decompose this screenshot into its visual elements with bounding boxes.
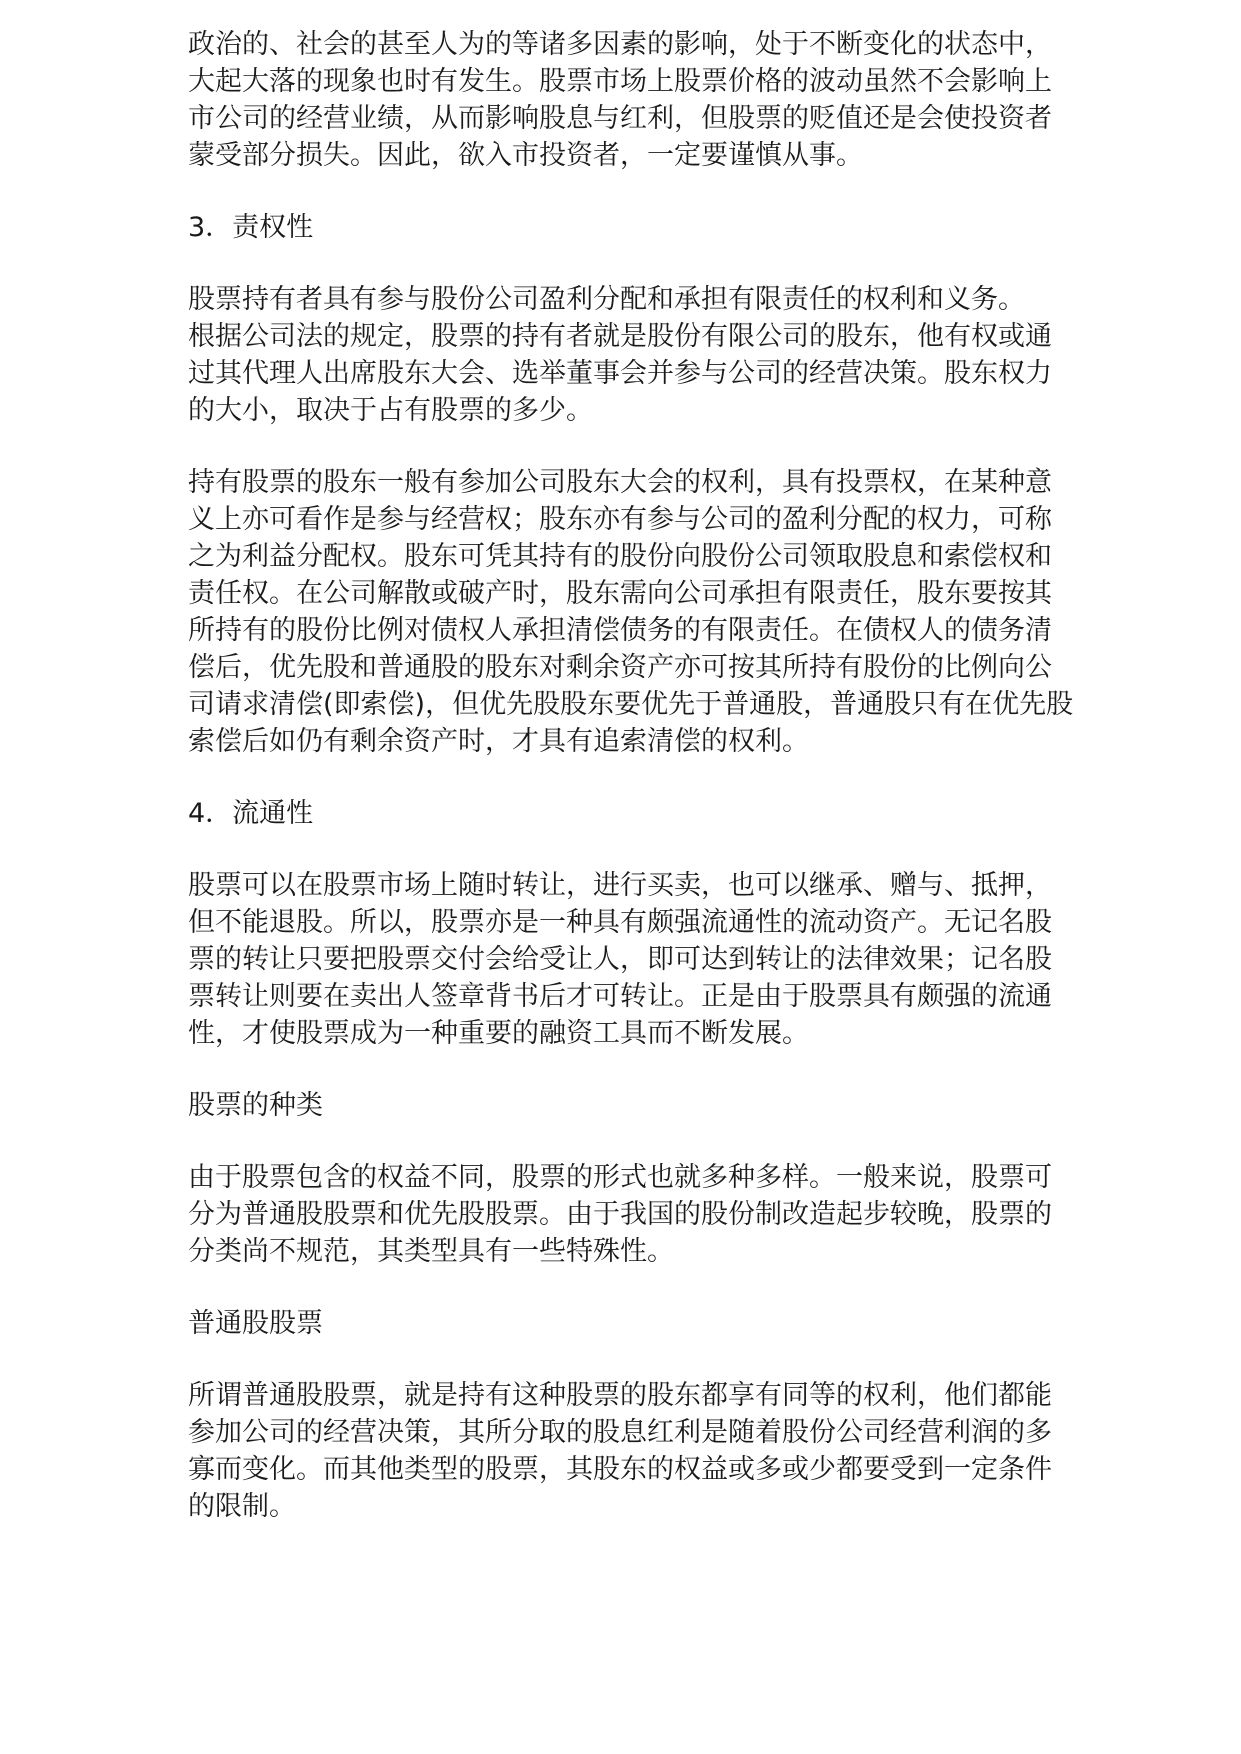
paragraph	[188, 464, 1148, 760]
paragraph-line: 分为普通股股票和优先股股票。由于我国的股份制改造起步较晚，股票的	[188, 1199, 1052, 1230]
paragraph-line: 性，才使股票成为一种重要的融资工具而不断发展。	[188, 1018, 809, 1049]
heading-text: 股票的种类	[188, 1090, 323, 1121]
section-heading	[188, 1305, 1148, 1342]
paragraph-line: 所谓普通股股票，就是持有这种股票的股东都享有同等的权利，他们都能	[188, 1380, 1052, 1411]
paragraph-line: 分类尚不规范，其类型具有一些特殊性。	[188, 1236, 674, 1267]
paragraph-line: 寡而变化。而其他类型的股票，其股东的权益或多或少都要受到一定条件	[188, 1454, 1052, 1485]
paragraph-line: 持有股票的股东一般有参加公司股东大会的权利，具有投票权，在某种意	[188, 467, 1052, 498]
paragraph-line: 的限制。	[188, 1491, 296, 1522]
paragraph-line: 偿后，优先股和普通股的股东对剩余资产亦可按其所持有股份的比例向公	[188, 652, 1052, 683]
heading-text: 4．流通性	[188, 798, 314, 829]
paragraph-line: 蒙受部分损失。因此，欲入市投资者，一定要谨慎从事。	[188, 140, 863, 171]
paragraph-line: 大起大落的现象也时有发生。股票市场上股票价格的波动虽然不会影响上	[188, 66, 1052, 97]
paragraph-line: 参加公司的经营决策，其所分取的股息红利是随着股份公司经营利润的多	[188, 1417, 1052, 1448]
paragraph-line: 票转让则要在卖出人签章背书后才可转让。正是由于股票具有颇强的流通	[188, 981, 1052, 1012]
heading-text: 普通股股票	[188, 1308, 323, 1339]
document-body	[188, 26, 1148, 1560]
paragraph-line: 但不能退股。所以，股票亦是一种具有颇强流通性的流动资产。无记名股	[188, 907, 1052, 938]
section-heading	[188, 795, 1148, 832]
paragraph-line: 的大小，取决于占有股票的多少。	[188, 395, 593, 426]
paragraph-line: 市公司的经营业绩，从而影响股息与红利，但股票的贬值还是会使投资者	[188, 103, 1052, 134]
paragraph-line: 所持有的股份比例对债权人承担清偿债务的有限责任。在债权人的债务清	[188, 615, 1052, 646]
paragraph-line: 司请求清偿(即索偿)，但优先股股东要优先于普通股，普通股只有在优先股	[188, 689, 1074, 720]
paragraph-line: 过其代理人出席股东大会、选举董事会并参与公司的经营决策。股东权力	[188, 358, 1052, 389]
section-heading	[188, 1087, 1148, 1124]
paragraph-line: 政治的、社会的甚至人为的等诸多因素的影响，处于不断变化的状态中，	[188, 29, 1052, 60]
paragraph-line: 索偿后如仍有剩余资产时，才具有追索清偿的权利。	[188, 726, 809, 757]
paragraph	[188, 26, 1148, 174]
paragraph	[188, 1377, 1148, 1525]
paragraph-line: 之为利益分配权。股东可凭其持有的股份向股份公司领取股息和索偿权和	[188, 541, 1052, 572]
paragraph-line: 责任权。在公司解散或破产时，股东需向公司承担有限责任，股东要按其	[188, 578, 1052, 609]
paragraph-line: 票的转让只要把股票交付会给受让人，即可达到转让的法律效果；记名股	[188, 944, 1052, 975]
paragraph	[188, 1159, 1148, 1270]
paragraph-line: 由于股票包含的权益不同，股票的形式也就多种多样。一般来说，股票可	[188, 1162, 1052, 1193]
paragraph-line: 义上亦可看作是参与经营权；股东亦有参与公司的盈利分配的权力，可称	[188, 504, 1052, 535]
paragraph-line: 股票可以在股票市场上随时转让，进行买卖，也可以继承、赠与、抵押，	[188, 870, 1052, 901]
paragraph-line: 根据公司法的规定，股票的持有者就是股份有限公司的股东，他有权或通	[188, 321, 1052, 352]
paragraph	[188, 867, 1148, 1052]
paragraph	[188, 281, 1148, 429]
heading-text: 3．责权性	[188, 212, 314, 243]
section-heading	[188, 209, 1148, 246]
paragraph-line: 股票持有者具有参与股份公司盈利分配和承担有限责任的权利和义务。	[188, 284, 1025, 315]
